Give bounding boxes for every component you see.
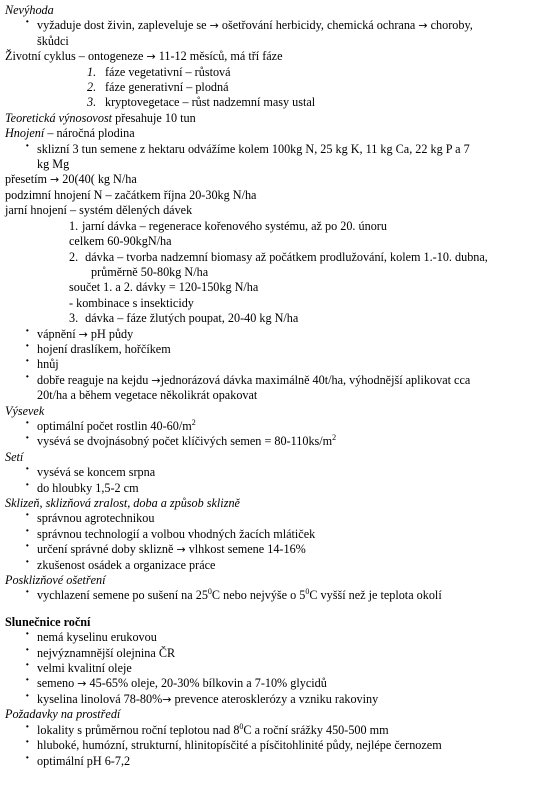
paragraph-cyklus: Životní cyklus – ontogeneze → 11-12 měsíců, má tří fáze xyxy=(5,49,283,64)
section-heading-seti: Setí xyxy=(5,449,24,464)
list-item: · hluboké, humózní, strukturní, hlinitopísčité a písčitohlinité půdy, nejlépe černozem xyxy=(5,738,550,753)
numbered-item: 3. kryptovegetace – růst nadzemní masy ustal xyxy=(87,95,316,110)
list-item: · vysévá se koncem srpna xyxy=(5,465,550,480)
list-item: · vápnění → pH půdy xyxy=(5,327,550,342)
paragraph-kombinace: - kombinace s insekticidy xyxy=(69,295,194,310)
arrow-icon: → xyxy=(78,327,88,341)
list-item: · vychlazení semene po sušení na $25^0C$ nebo nejvýše o $5^0C$ vyšší než je teplota okolí xyxy=(5,588,550,603)
arrow-icon: → xyxy=(77,677,87,691)
numbered-item: 1. jarní dávka – regenerace kořenového systému, až po 20. únoru xyxy=(69,218,387,233)
numbered-item: 3. dávka – fáze žlutých poupat, 20-40 kg N/ha xyxy=(69,311,299,326)
list-item: · nejvýznamnější olejnina ČR xyxy=(5,646,550,661)
numbered-item-continuation: průměrně 50-80kg N/ha xyxy=(91,264,209,279)
paragraph-podzimni: podzimní hnojení N – začátkem října 20-30kg N/ha xyxy=(5,187,257,202)
list-item: · vyžaduje dost živin, zapleveluje se → ošetřování herbicidy, chemická ochrana → choroby, xyxy=(5,18,550,33)
list-item: · hojení draslíkem, hořčíkem xyxy=(5,342,550,357)
list-item: · semeno → 45-65% oleje, 20-30% bílkovin a 7-10% glycidů xyxy=(5,676,550,691)
numbered-item-continuation: celkem 60-90kgN/ha xyxy=(69,234,172,249)
list-item: · lokality s průměrnou roční teplotou nad $8^0C$ a roční srážky 450-500 mm xyxy=(5,723,550,738)
document-page xyxy=(5,3,550,769)
arrow-icon: → xyxy=(146,50,156,64)
list-item: · velmi kvalitní oleje xyxy=(5,661,550,676)
list-item: · správnou agrotechnikou xyxy=(5,511,550,526)
list-item: · sklizní 3 tun semene z hektaru odvážíme kolem 100kg N, 25 kg K, 11 kg Ca, 22 kg P a 7 xyxy=(5,142,550,157)
list-item: · hnůj xyxy=(5,357,550,372)
list-item-continuation: kg Mg xyxy=(37,157,70,172)
list-item-continuation: škůdci xyxy=(37,33,69,48)
arrow-icon: → xyxy=(50,173,60,187)
section-heading-posklizen: Posklizňové ošetření xyxy=(5,573,106,588)
section-heading-vysevek: Výsevek xyxy=(5,403,45,418)
arrow-icon: → xyxy=(162,692,172,706)
list-item: · do hloubky 1,5-2 cm xyxy=(5,481,550,496)
paragraph-preseti: přesetím → 20(40( kg N/ha xyxy=(5,172,137,187)
list-item: · kyselina linolová 78-80%→ prevence aterosklerózy a vzniku rakoviny xyxy=(5,692,550,707)
list-item: · nemá kyselinu erukovou xyxy=(5,630,550,645)
arrow-icon: → xyxy=(176,543,186,557)
list-item: · zkušenost osádek a organizace práce xyxy=(5,558,550,573)
paragraph-jarni: jarní hnojení – systém dělených dávek xyxy=(5,203,193,218)
paragraph-soucet: součet 1. a 2. dávky = 120-150kg N/ha xyxy=(69,280,259,295)
numbered-item: 2. fáze generativní – plodná xyxy=(87,80,229,95)
section-heading-nevyhoda: Nevýhoda xyxy=(5,3,54,17)
section-heading-pozadavky: Požadavky na prostředí xyxy=(5,707,121,722)
section-heading-sklizen: Sklizeň, sklizňová zralost, doba a způsob sklizně xyxy=(5,496,240,510)
list-item-continuation: 20t/ha a během vegetace několikrát opakovat xyxy=(37,388,258,403)
spacer xyxy=(5,604,550,615)
list-item: · optimální pH 6-7,2 xyxy=(5,754,550,769)
numbered-item: 1. fáze vegetativní – růstová xyxy=(87,64,231,79)
paragraph-hnojeni: Hnojení – náročná plodina xyxy=(5,126,135,141)
list-item: · vysévá se dvojnásobný počet klíčivých semen = $80-110ks/m^2$ xyxy=(5,434,550,449)
section-title-slunecnice: Slunečnice roční xyxy=(5,614,91,629)
paragraph-vynosovost: Teoretická výnosovost přesahuje 10 tun xyxy=(5,110,196,125)
arrow-icon: → xyxy=(151,373,161,387)
list-item: · dobře reaguje na kejdu →jednorázová dávka maximálně 40t/ha, výhodnější aplikovat cca xyxy=(5,373,550,388)
numbered-item: 2. dávka – tvorba nadzemní biomasy až počátkem prodlužování, kolem 1.-10. dubna, xyxy=(69,249,488,264)
arrow-icon: → xyxy=(418,19,428,33)
list-item: · optimální počet rostlin $40-60/m^2$ xyxy=(5,419,550,434)
arrow-icon: → xyxy=(209,19,219,33)
list-item: · správnou technologií a volbou vhodných žacích mlátiček xyxy=(5,527,550,542)
list-item: · určení správné doby sklizně → vlhkost semene 14-16% xyxy=(5,542,550,557)
